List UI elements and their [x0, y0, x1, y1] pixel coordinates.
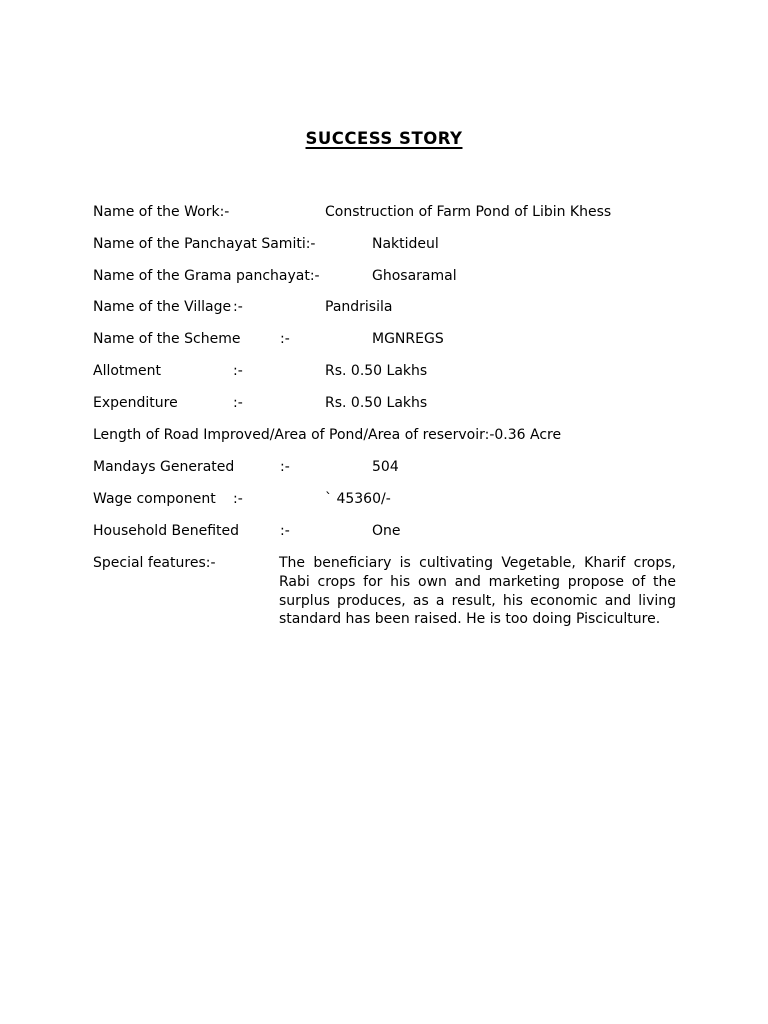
- sep-wage: :-: [233, 491, 243, 507]
- page-title: [0, 129, 768, 148]
- label-mandays: Mandays Generated: [93, 459, 235, 475]
- label-scheme: Name of the Scheme: [93, 331, 241, 347]
- sep-scheme: :-: [280, 331, 290, 347]
- value-wage: ` 45360/-: [325, 491, 391, 507]
- value-allotment: Rs. 0.50 Lakhs: [325, 363, 428, 379]
- label-village: Name of the Village: [93, 299, 232, 315]
- label-samiti: Name of the Panchayat Samiti:-: [93, 236, 316, 252]
- value-mandays: 504: [372, 459, 399, 475]
- label-special: Special features:-: [93, 555, 216, 571]
- value-work: Construction of Farm Pond of Libin Khess: [325, 204, 612, 220]
- value-household: One: [372, 523, 401, 539]
- label-work: Name of the Work:-: [93, 204, 230, 220]
- sep-allotment: :-: [233, 363, 243, 379]
- label-household: Household Benefited: [93, 523, 240, 539]
- sep-expenditure: :-: [233, 395, 243, 411]
- value-grama: Ghosaramal: [372, 268, 457, 284]
- label-expenditure: Expenditure: [93, 395, 178, 411]
- value-village: Pandrisila: [325, 299, 393, 315]
- special-features-text: The beneficiary is cultivating Vegetable, Kharif crops, Rabi crops for his own and marketing propose of the surplus produces, as a result, his economic and living standard has been raised. He is too doing Pisciculture.: [279, 555, 676, 628]
- value-expenditure: Rs. 0.50 Lakhs: [325, 395, 428, 411]
- sep-village: :-: [233, 299, 243, 315]
- value-scheme: MGNREGS: [372, 331, 444, 347]
- label-allotment: Allotment: [93, 363, 162, 379]
- label-grama: Name of the Grama panchayat:-: [93, 268, 320, 284]
- sep-mandays: :-: [280, 459, 290, 475]
- value-samiti: Naktideul: [372, 236, 439, 252]
- title-text: SUCCESS STORY: [305, 129, 463, 148]
- label-length: Length of Road Improved/Area of Pond/Area of reservoir:-0.36 Acre: [93, 427, 562, 443]
- label-wage: Wage component: [93, 491, 216, 507]
- sep-household: :-: [280, 523, 290, 539]
